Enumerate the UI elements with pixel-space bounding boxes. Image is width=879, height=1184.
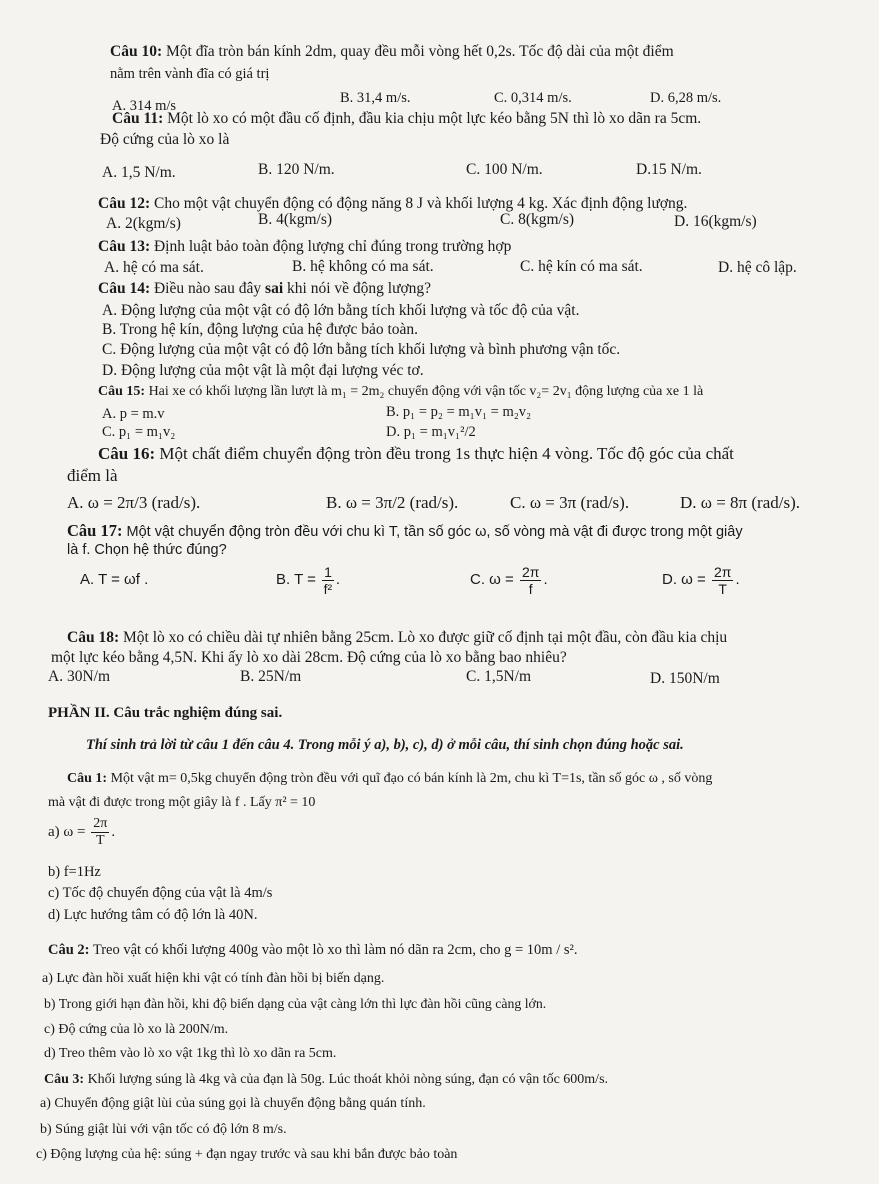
q10-option-c: C. 0,314 m/s. [494,90,572,106]
p2q2-label: Câu 2: [48,942,90,958]
q15-label: Câu 15: [98,384,146,399]
p2q1-item-c: c) Tốc độ chuyển động của vật là 4m/s [48,885,273,901]
q13-stem [98,237,511,257]
q10-option-b: B. 31,4 m/s. [340,90,411,106]
p2q2-item-c: c) Độ cứng của lò xo là 200N/m. [44,1022,229,1037]
q17-option-c-numerator: 2π [521,563,540,580]
part2-title: PHẦN II. Câu trắc nghiệm đúng sai. [48,705,283,721]
q14-stem-emphasis: sai [265,280,284,297]
q15-option-d: D. p₁ = m₁v₁²/2 [386,424,476,440]
p2q1-stem-line1 [67,769,712,789]
q11-option-c: C. 100 N/m. [466,161,543,178]
q18-stem-line2: một lực kéo bằng 4,5N. Khi ấy lò xo dài 28cm. Độ cứng của lò xo bằng bao nhiêu? [51,649,567,666]
q15-option-c: C. p₁ = m₁v₂ [102,424,176,440]
q12-option-c: C. 8(kgm/s) [500,211,575,228]
q17-option-d: D. ω = $\frac{2\pi}{T}$ . [662,563,740,597]
q17-option-d-denominator: T [718,580,727,597]
p2q2-stem-text: Treo vật có khối lượng 400g vào một lò xo thì làm nó dãn ra 2cm, cho g = 10m / s². [89,942,578,958]
q18-stem-line1 [67,628,727,648]
p2q2-item-d: d) Treo thêm vào lò xo vật 1kg thì lò xo dãn ra 5cm. [44,1046,337,1061]
q10-stem-line1 [110,42,674,62]
p2q1-stem-text1: Một vật m= 0,5kg chuyển động tròn đều với quĩ đạo có bán kính là 2m, chu kì T=1s, tần số góc ω , số vòng [107,771,713,786]
q14-option-c: C. Động lượng của một vật có độ lớn bằng tích khối lượng và bình phương vận tốc. [102,341,621,358]
q17-option-b-prefix: B. T = [276,571,316,588]
q10-stem-text1: Một đĩa tròn bán kính 2dm, quay đều mỗi vòng hết 0,2s. Tốc độ dài của một điểm [162,43,674,60]
q17-option-b-numerator: 1 [324,563,332,580]
q17-stem-line1 [67,521,743,542]
q11-option-a: A. 1,5 N/m. [102,164,176,181]
q17-label: Câu 17: [67,521,123,540]
q17-option-b: B. T = $\frac{1}{\text{f²}}$ . [276,563,341,597]
p2q1-item-a-prefix: a) ω = [48,824,86,840]
q14-option-a: A. Động lượng của một vật có độ lớn bằng tích khối lượng và tốc độ của vật. [102,302,580,319]
q12-option-b: B. 4(kgm/s) [258,211,333,228]
q10-label: Câu 10: [110,43,163,60]
q17-option-c: C. ω = $\frac{2\pi}{f}$ . [470,563,548,597]
q18-option-d: D. 150N/m [650,670,720,687]
q13-option-d: D. hệ cô lập. [718,259,797,276]
q15-option-b: B. p₁ = p₂ = m₁v₁ = m₂v₂ [386,404,532,420]
q10-option-a: A. 314 m/s [112,98,177,114]
q16-option-a: A. ω = 2π/3 (rad/s). [67,493,201,512]
p2q1-label: Câu 1: [67,771,108,786]
p2q3-item-a: a) Chuyển động giật lùi của súng gọi là chuyển động bằng quán tính. [40,1096,426,1111]
q13-option-b: B. hệ không có ma sát. [292,258,434,275]
p2q1-item-a-denominator: T [96,833,105,849]
q12-option-a: A. 2(kgm/s) [106,215,181,232]
q16-option-b: B. ω = 3π/2 (rad/s). [326,493,459,512]
q15-option-a: A. p = m.v [102,406,165,422]
q15-stem [98,382,703,402]
q11-stem-line2: Độ cứng của lò xo là [100,131,230,148]
p2q2-stem [48,940,577,960]
q11-option-d: D.15 N/m. [636,161,702,178]
q18-label: Câu 18: [67,629,120,646]
q17-option-b-denominator: f² [323,580,333,597]
q17-option-d-prefix: D. ω = [662,571,706,588]
q14-stem-pre: Điều nào sau đây [150,280,266,297]
q11-stem-line1 [112,109,701,129]
q17-stem-text1: Một vật chuyển động tròn đều với chu kì T, tần số góc ω, số vòng mà vật đi được trong một giây [122,524,743,540]
p2q1-item-a-fraction [91,816,109,849]
q18-option-c: C. 1,5N/m [466,668,532,685]
p2q3-stem [44,1070,608,1090]
p2q1-item-a-numerator: 2π [93,816,108,832]
p2q3-label: Câu 3: [44,1072,85,1087]
q14-option-b: B. Trong hệ kín, động lượng của hệ được bảo toàn. [102,321,419,338]
q15-stem-text: Hai xe có khối lượng lần lượt là m₁ = 2m₂ chuyển động với vận tốc v₂= 2v₁ động lượng của xe 1 là [145,384,704,399]
q17-option-c-denominator: f [528,580,533,597]
q10-option-d: D. 6,28 m/s. [650,90,722,106]
q17-option-c-prefix: C. ω = [470,571,514,588]
q17-stem-line2: là f. Chọn hệ thức đúng? [67,542,227,558]
p2q3-item-c: c) Động lượng của hệ: súng + đạn ngay trước và sau khi bắn được bảo toàn [36,1147,458,1162]
q12-option-d: D. 16(kgm/s) [674,213,757,230]
q17-option-d-numerator: 2π [713,563,732,580]
q18-option-b: B. 25N/m [240,668,302,685]
p2q1-item-a: a) ω = $\frac{2\pi}{T}$ . [48,816,116,849]
q13-option-c: C. hệ kín có ma sát. [520,258,643,275]
p2q1-stem-line2: mà vật đi được trong một giây là f . Lấy π² = 10 [48,795,316,810]
q14-option-d: D. Động lượng của một vật là một đại lượng véc tơ. [102,362,424,379]
q18-option-a: A. 30N/m [48,668,110,685]
q12-label: Câu 12: [98,195,151,212]
q11-label: Câu 11: [112,110,164,127]
p2q2-item-a: a) Lực đàn hồi xuất hiện khi vật có tính đàn hồi bị biến dạng. [42,971,385,986]
q14-stem [98,279,431,299]
q16-stem-line1 [98,444,734,464]
p2q2-item-b: b) Trong giới hạn đàn hồi, khi độ biến dạng của vật càng lớn thì lực đàn hồi cũng càng lớn. [44,996,547,1011]
q11-option-b: B. 120 N/m. [258,161,335,178]
q18-stem-text1: Một lò xo có chiều dài tự nhiên bằng 25cm. Lò xo được giữ cố định tại một đầu, còn đầu kia chịu [119,629,728,646]
q13-label: Câu 13: [98,238,151,255]
p2q3-item-b: b) Súng giật lùi với vận tốc có độ lớn 8 m/s. [40,1122,287,1137]
q16-stem-text1: Một chất điểm chuyển động tròn đều trong 1s thực hiện 4 vòng. Tốc độ góc của chất [155,444,734,463]
q13-stem-text: Định luật bảo toàn động lượng chỉ đúng trong trường hợp [150,238,512,255]
part2-instruction: Thí sinh trả lời từ câu 1 đến câu 4. Trong mỗi ý a), b), c), d) ở mỗi câu, thí sinh chọn đúng hoặc sai. [86,737,684,753]
q16-option-c: C. ω = 3π (rad/s). [510,493,630,512]
q17-option-a: A. T = ωf . [80,571,149,588]
q13-option-a: A. hệ có ma sát. [104,259,204,276]
q14-label: Câu 14: [98,280,151,297]
q17-option-b-fraction [322,564,334,597]
p2q3-stem-text: Khối lượng súng là 4kg và của đạn là 50g. Lúc thoát khỏi nòng súng, đạn có vận tốc 600m/s. [84,1072,609,1087]
q11-stem-text1: Một lò xo có một đầu cố định, đầu kia chịu một lực kéo bằng 5N thì lò xo dãn ra 5cm. [163,110,702,127]
p2q1-item-b: b) f=1Hz [48,864,101,880]
q16-option-d: D. ω = 8π (rad/s). [680,493,801,512]
q14-stem-post: khi nói về động lượng? [283,280,432,297]
q16-stem-line2: điểm là [67,466,118,485]
q16-label: Câu 16: [98,444,156,463]
q12-stem-text: Cho một vật chuyển động có động năng 8 J và khối lượng 4 kg. Xác định động lượng. [150,195,688,212]
q17-option-d-fraction [712,564,733,597]
q10-stem-line2: nằm trên vành đĩa có giá trị [110,66,270,82]
p2q1-item-d: d) Lực hướng tâm có độ lớn là 40N. [48,907,258,923]
q17-option-c-fraction [520,564,541,597]
q12-stem [98,194,687,214]
